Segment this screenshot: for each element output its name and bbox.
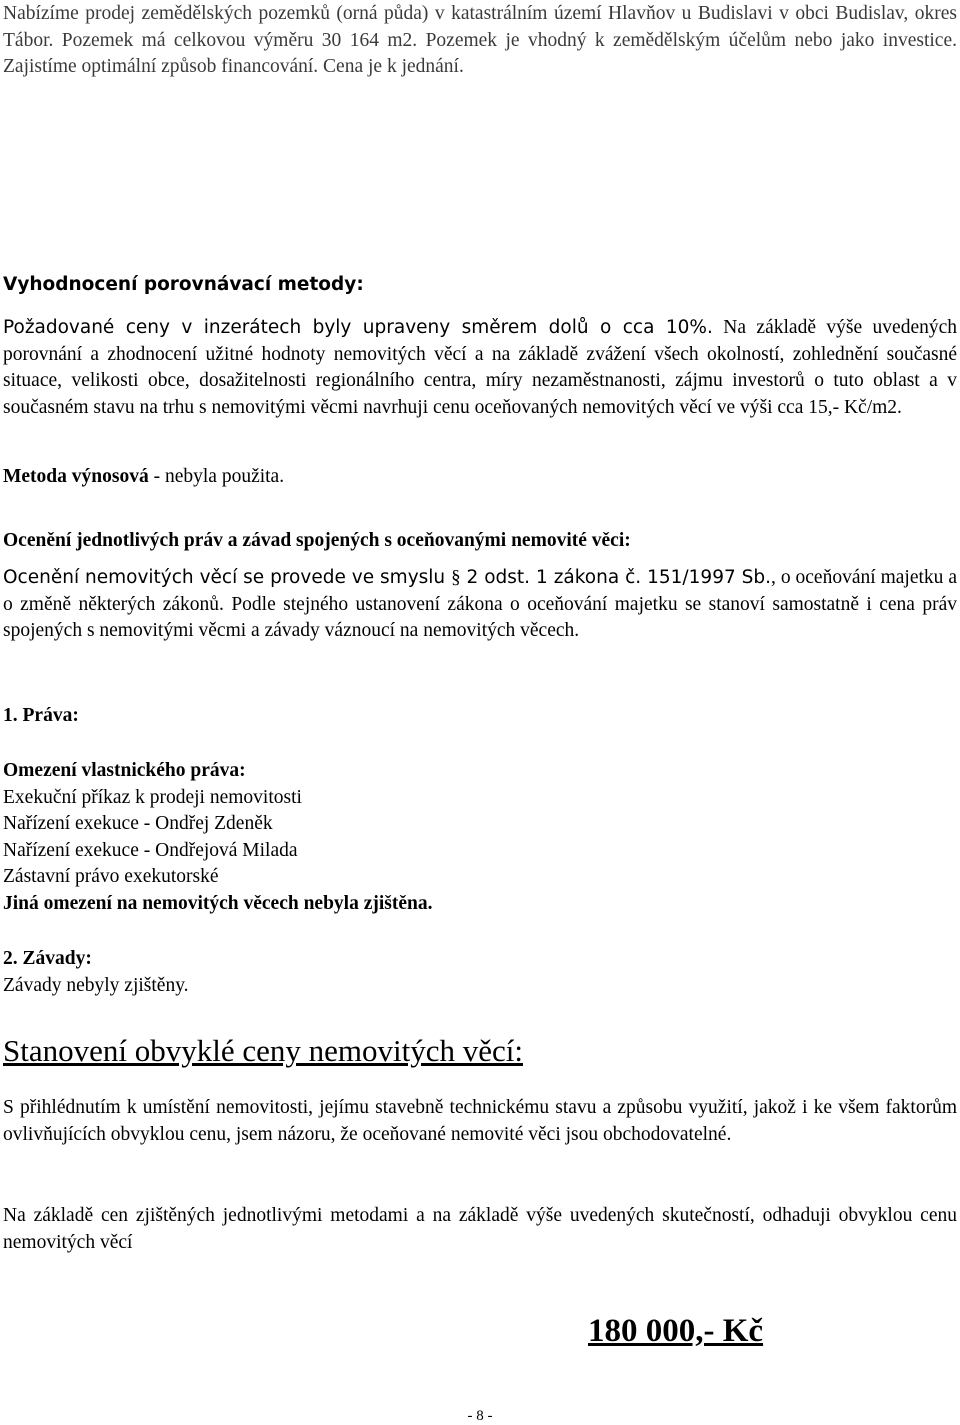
standard-price-heading: Stanovení obvyklé ceny nemovitých věcí:: [3, 1033, 523, 1068]
restriction-note: Jiná omezení na nemovitých věcech nebyla zjištěna.: [3, 892, 433, 914]
section2-text: Závady nebyly zjištěny.: [3, 974, 189, 996]
section-sign: §: [451, 567, 461, 588]
restriction-item: Zástavní právo exekutorské: [3, 866, 219, 887]
standard-price-paragraph-1: S přihlédnutím k umístění nemovitosti, jejímu stavebně technickému stavu a způsobu využití, jakož i ke všem faktorům ovlivňujících obvyklou cenu, jsem názoru, že oceňované nemovité věci jsou obchodovatelné.: [3, 1097, 957, 1145]
rights-text-serif: Podle stejného ustanovení zákona o oceňování majetku se stanoví samostatně i cena práv spojených s nemovitými věcmi a závady váznoucí na nemovitých věcech.: [3, 593, 957, 641]
final-price: 180 000,- Kč: [588, 1313, 764, 1349]
rights-text-serif-lead: , o oceňování majetku a o změně některých zákonů.: [3, 567, 957, 615]
comparison-text: Na základě výše uvedených porovnání a zhodnocení užitné hodnoty nemovitých věcí a na základě zvážení všech okolností, zohlednění současné situace, velikosti obce, dosažitelnosti regionálního centra, míry nezaměstnanosti, zájmu investorů o tuto oblast a v současném stavu na trhu s nemovitými věcmi navrhuji cenu oceňovaných nemovitých věcí ve výši cca 15,- Kč/m2.: [3, 317, 958, 418]
comparison-heading: Vyhodnocení porovnávací metody:: [3, 274, 364, 295]
restriction-item: Nařízení exekuce - Ondřejová Milada: [3, 839, 298, 861]
section1-heading: 1. Práva:: [3, 705, 79, 726]
standard-price-paragraph-2: Na základě cen zjištěných jednotlivými metodami a na základě výše uvedených skutečností, odhaduji obvyklou cenu nemovitých věcí: [3, 1205, 957, 1253]
law-reference: 2 odst. 1 zákona č. 151/1997 Sb.: [460, 567, 772, 588]
yield-method-label: Metoda výnosová: [3, 466, 149, 487]
section2-heading: 2. Závady:: [3, 948, 92, 969]
ownership-restriction-heading: Omezení vlastnického práva:: [3, 760, 246, 781]
yield-method-text: - nebyla použita.: [148, 466, 285, 487]
yield-method-line: [3, 464, 957, 491]
restriction-item: Exekuční příkaz k prodeji nemovitosti: [3, 786, 302, 808]
comparison-paragraph: [3, 315, 957, 421]
rights-heading: Ocenění jednotlivých práv a závad spojených s oceňovanými nemovité věci:: [3, 530, 631, 551]
page-number: - 8 -: [467, 1408, 493, 1424]
rights-text-sans: Ocenění nemovitých věcí se provede ve smyslu: [3, 567, 452, 588]
restriction-item: Nařízení exekuce - Ondřej Zdeněk: [3, 813, 273, 834]
rights-paragraph: [3, 565, 957, 645]
comparison-text-sans: Požadované ceny v inzerátech byly upraveny směrem dolů o cca 10%.: [3, 317, 713, 338]
intro-paragraph: Nabízíme prodej zemědělských pozemků (orná půda) v katastrálním území Hlavňov u Budislavi v obci Budislav, okres Tábor. Pozemek má celkovou výměru 30 164 m2. Pozemek je vhodný k zemědělským účelům nebo jako investice. Zajistíme optimální způsob financování. Cena je k jednání.: [3, 3, 957, 77]
